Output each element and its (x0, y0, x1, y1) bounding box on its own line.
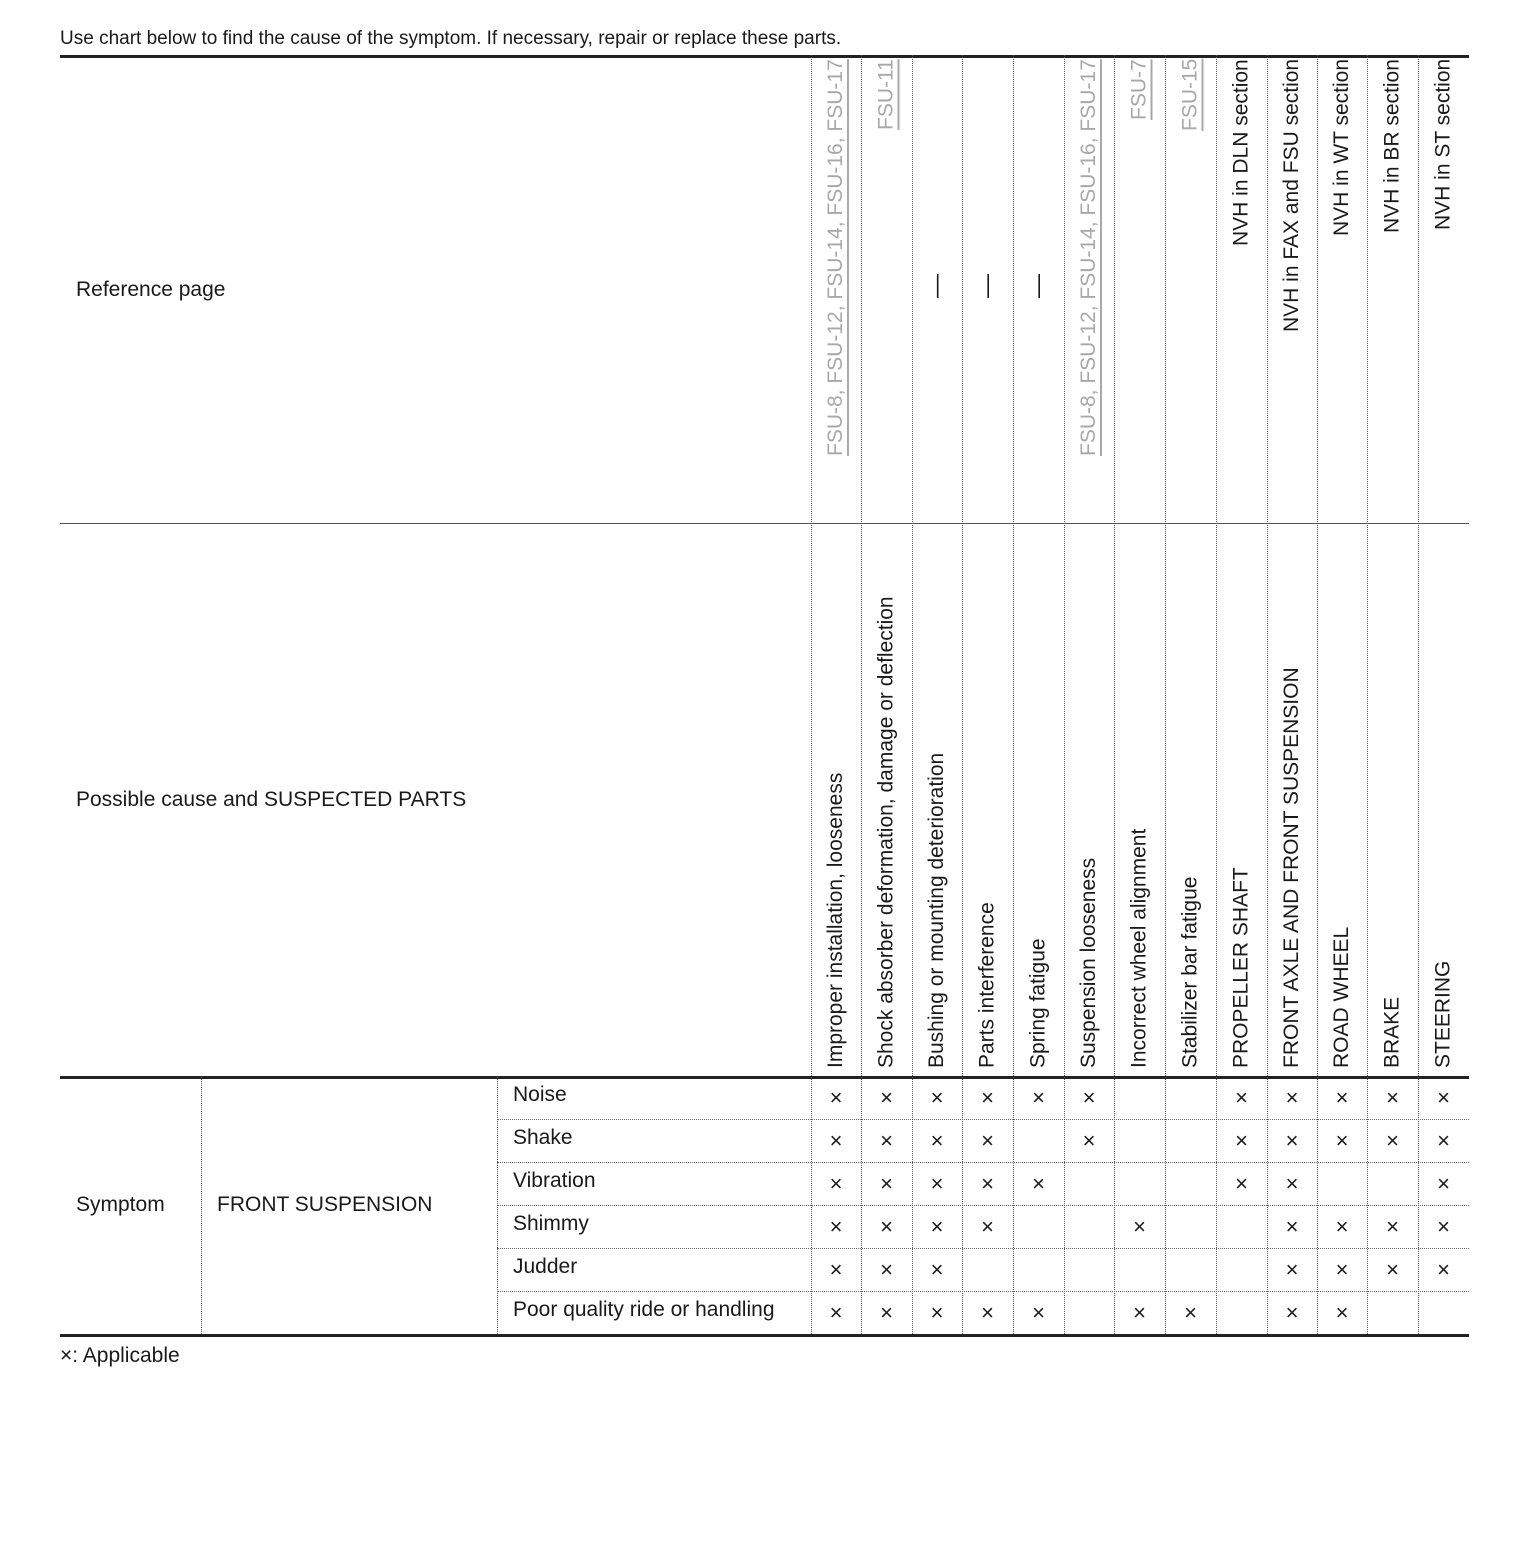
symptom-label: Symptom (76, 1193, 165, 1216)
possible-cause-label: Possible cause and SUSPECTED PARTS (76, 787, 467, 811)
reference-page-cell (1269, 59, 1315, 513)
column-divider (1114, 55, 1115, 1334)
symptom-row-label: Poor quality ride or handling (513, 1297, 775, 1321)
applicable-mark: × (930, 1084, 944, 1110)
column-divider (1013, 55, 1014, 1334)
reference-page-cell (1319, 59, 1365, 513)
applicable-mark: × (1335, 1299, 1349, 1325)
applicable-mark: × (1335, 1213, 1349, 1239)
cause-label: Parts interference (975, 902, 999, 1068)
applicable-mark: × (1386, 1127, 1399, 1153)
applicable-mark: × (880, 1256, 893, 1282)
reference-divider (60, 523, 1469, 524)
reference-page-cell[interactable] (1116, 59, 1163, 513)
reference-text: NVH in ST section (1431, 59, 1455, 231)
applicable-mark: × (880, 1213, 893, 1239)
group-divider (497, 1076, 498, 1334)
applicable-mark: × (1335, 1127, 1349, 1153)
applicable-mark: × (829, 1127, 843, 1153)
applicable-mark: × (880, 1299, 893, 1325)
reference-link[interactable]: FSU-8, FSU-12, FSU-14, FSU-16, FSU-17 (1077, 59, 1100, 456)
applicable-mark: × (1285, 1084, 1299, 1110)
applicable-mark: × (1386, 1213, 1399, 1239)
symptom-row-label: Vibration (513, 1168, 596, 1192)
applicable-mark: × (930, 1256, 944, 1282)
applicable-mark: × (1437, 1084, 1450, 1110)
reference-text: — (1024, 274, 1052, 298)
intro-text: Use chart below to find the cause of the symptom. If necessary, repair or replace these parts. (60, 28, 842, 49)
top-rule (60, 55, 1469, 58)
symptom-row-label: Shimmy (513, 1211, 589, 1235)
reference-page-cell[interactable] (1167, 59, 1214, 513)
applicable-mark: × (829, 1213, 843, 1239)
applicable-mark: × (930, 1213, 944, 1239)
reference-link[interactable]: FSU-8, FSU-12, FSU-14, FSU-16, FSU-17 (824, 59, 847, 456)
reference-page-label: Reference page (76, 277, 226, 301)
applicable-mark: × (1133, 1299, 1146, 1325)
applicable-mark: × (1082, 1084, 1096, 1110)
applicable-mark: × (1285, 1299, 1299, 1325)
reference-text: — (923, 274, 950, 298)
reference-page-cell[interactable] (1066, 59, 1112, 513)
applicable-mark: × (981, 1170, 994, 1196)
reference-page-cell (1420, 59, 1467, 513)
applicable-mark: × (1285, 1127, 1299, 1153)
legend-note: ×: Applicable (60, 1344, 180, 1367)
applicable-mark: × (930, 1170, 944, 1196)
reference-page-cell[interactable] (813, 59, 859, 513)
symptom-row-label: Shake (513, 1125, 573, 1149)
applicable-mark: × (1285, 1256, 1299, 1282)
group-label: FRONT SUSPENSION (217, 1193, 433, 1216)
applicable-mark: × (1386, 1256, 1399, 1282)
bottom-rule (60, 1334, 1469, 1337)
applicable-mark: × (981, 1213, 994, 1239)
applicable-mark: × (981, 1299, 994, 1325)
applicable-mark: × (1235, 1170, 1248, 1196)
reference-page-cell (1369, 59, 1416, 513)
reference-page-cell (1218, 59, 1265, 513)
cause-label: PROPELLER SHAFT (1229, 867, 1253, 1068)
applicable-mark: × (1386, 1084, 1399, 1110)
applicable-mark: × (930, 1299, 944, 1325)
applicable-mark: × (1335, 1084, 1349, 1110)
applicable-mark: × (1082, 1127, 1096, 1153)
reference-page-cell (964, 59, 1011, 513)
applicable-mark: × (1235, 1127, 1248, 1153)
cause-label: FRONT AXLE AND FRONT SUSPENSION (1280, 667, 1303, 1068)
cause-label: BRAKE (1380, 996, 1404, 1068)
reference-page-cell (914, 59, 960, 513)
cause-label: ROAD WHEEL (1330, 926, 1353, 1068)
cause-label: Spring fatigue (1026, 938, 1050, 1068)
reference-text: — (973, 274, 1001, 298)
applicable-mark: × (1285, 1170, 1299, 1196)
cause-label: Stabilizer bar fatigue (1178, 876, 1202, 1068)
cause-label: STEERING (1431, 960, 1455, 1068)
reference-text: NVH in DLN section (1229, 59, 1253, 246)
reference-page-cell[interactable] (863, 59, 910, 513)
applicable-mark: × (880, 1170, 893, 1196)
applicable-mark: × (1437, 1256, 1450, 1282)
cause-label: Shock absorber deformation, damage or deflection (874, 596, 898, 1068)
applicable-mark: × (829, 1256, 843, 1282)
reference-page-cell (1015, 59, 1062, 513)
cause-label: Suspension looseness (1077, 857, 1100, 1068)
applicable-mark: × (1032, 1170, 1045, 1196)
cause-label: Improper installation, looseness (824, 772, 847, 1068)
applicable-mark: × (880, 1084, 893, 1110)
applicable-mark: × (1285, 1213, 1299, 1239)
reference-link[interactable]: FSU-7 (1127, 59, 1151, 120)
column-divider (1165, 55, 1166, 1334)
reference-text: NVH in WT section (1330, 59, 1353, 236)
reference-text: NVH in BR section (1380, 59, 1404, 233)
applicable-mark: × (1235, 1084, 1248, 1110)
applicable-mark: × (1437, 1213, 1450, 1239)
applicable-mark: × (1335, 1256, 1349, 1282)
applicable-mark: × (1032, 1299, 1045, 1325)
reference-text: NVH in FAX and FSU section (1280, 59, 1303, 333)
cause-label: Incorrect wheel alignment (1127, 828, 1151, 1068)
applicable-mark: × (1184, 1299, 1197, 1325)
applicable-mark: × (1437, 1170, 1450, 1196)
symptom-divider (201, 1076, 202, 1334)
applicable-mark: × (880, 1127, 893, 1153)
applicable-mark: × (930, 1127, 944, 1153)
applicable-mark: × (1133, 1213, 1146, 1239)
applicable-mark: × (829, 1084, 843, 1110)
cause-label: Bushing or mounting deterioration (925, 752, 948, 1068)
reference-link[interactable]: FSU-15 (1178, 59, 1202, 132)
applicable-mark: × (1032, 1084, 1045, 1110)
applicable-mark: × (1437, 1127, 1450, 1153)
symptom-row-label: Judder (513, 1254, 578, 1278)
applicable-mark: × (981, 1084, 994, 1110)
symptom-row-label: Noise (513, 1082, 567, 1106)
reference-link[interactable]: FSU-11 (874, 59, 898, 130)
applicable-mark: × (829, 1299, 843, 1325)
applicable-mark: × (981, 1127, 994, 1153)
applicable-mark: × (829, 1170, 843, 1196)
